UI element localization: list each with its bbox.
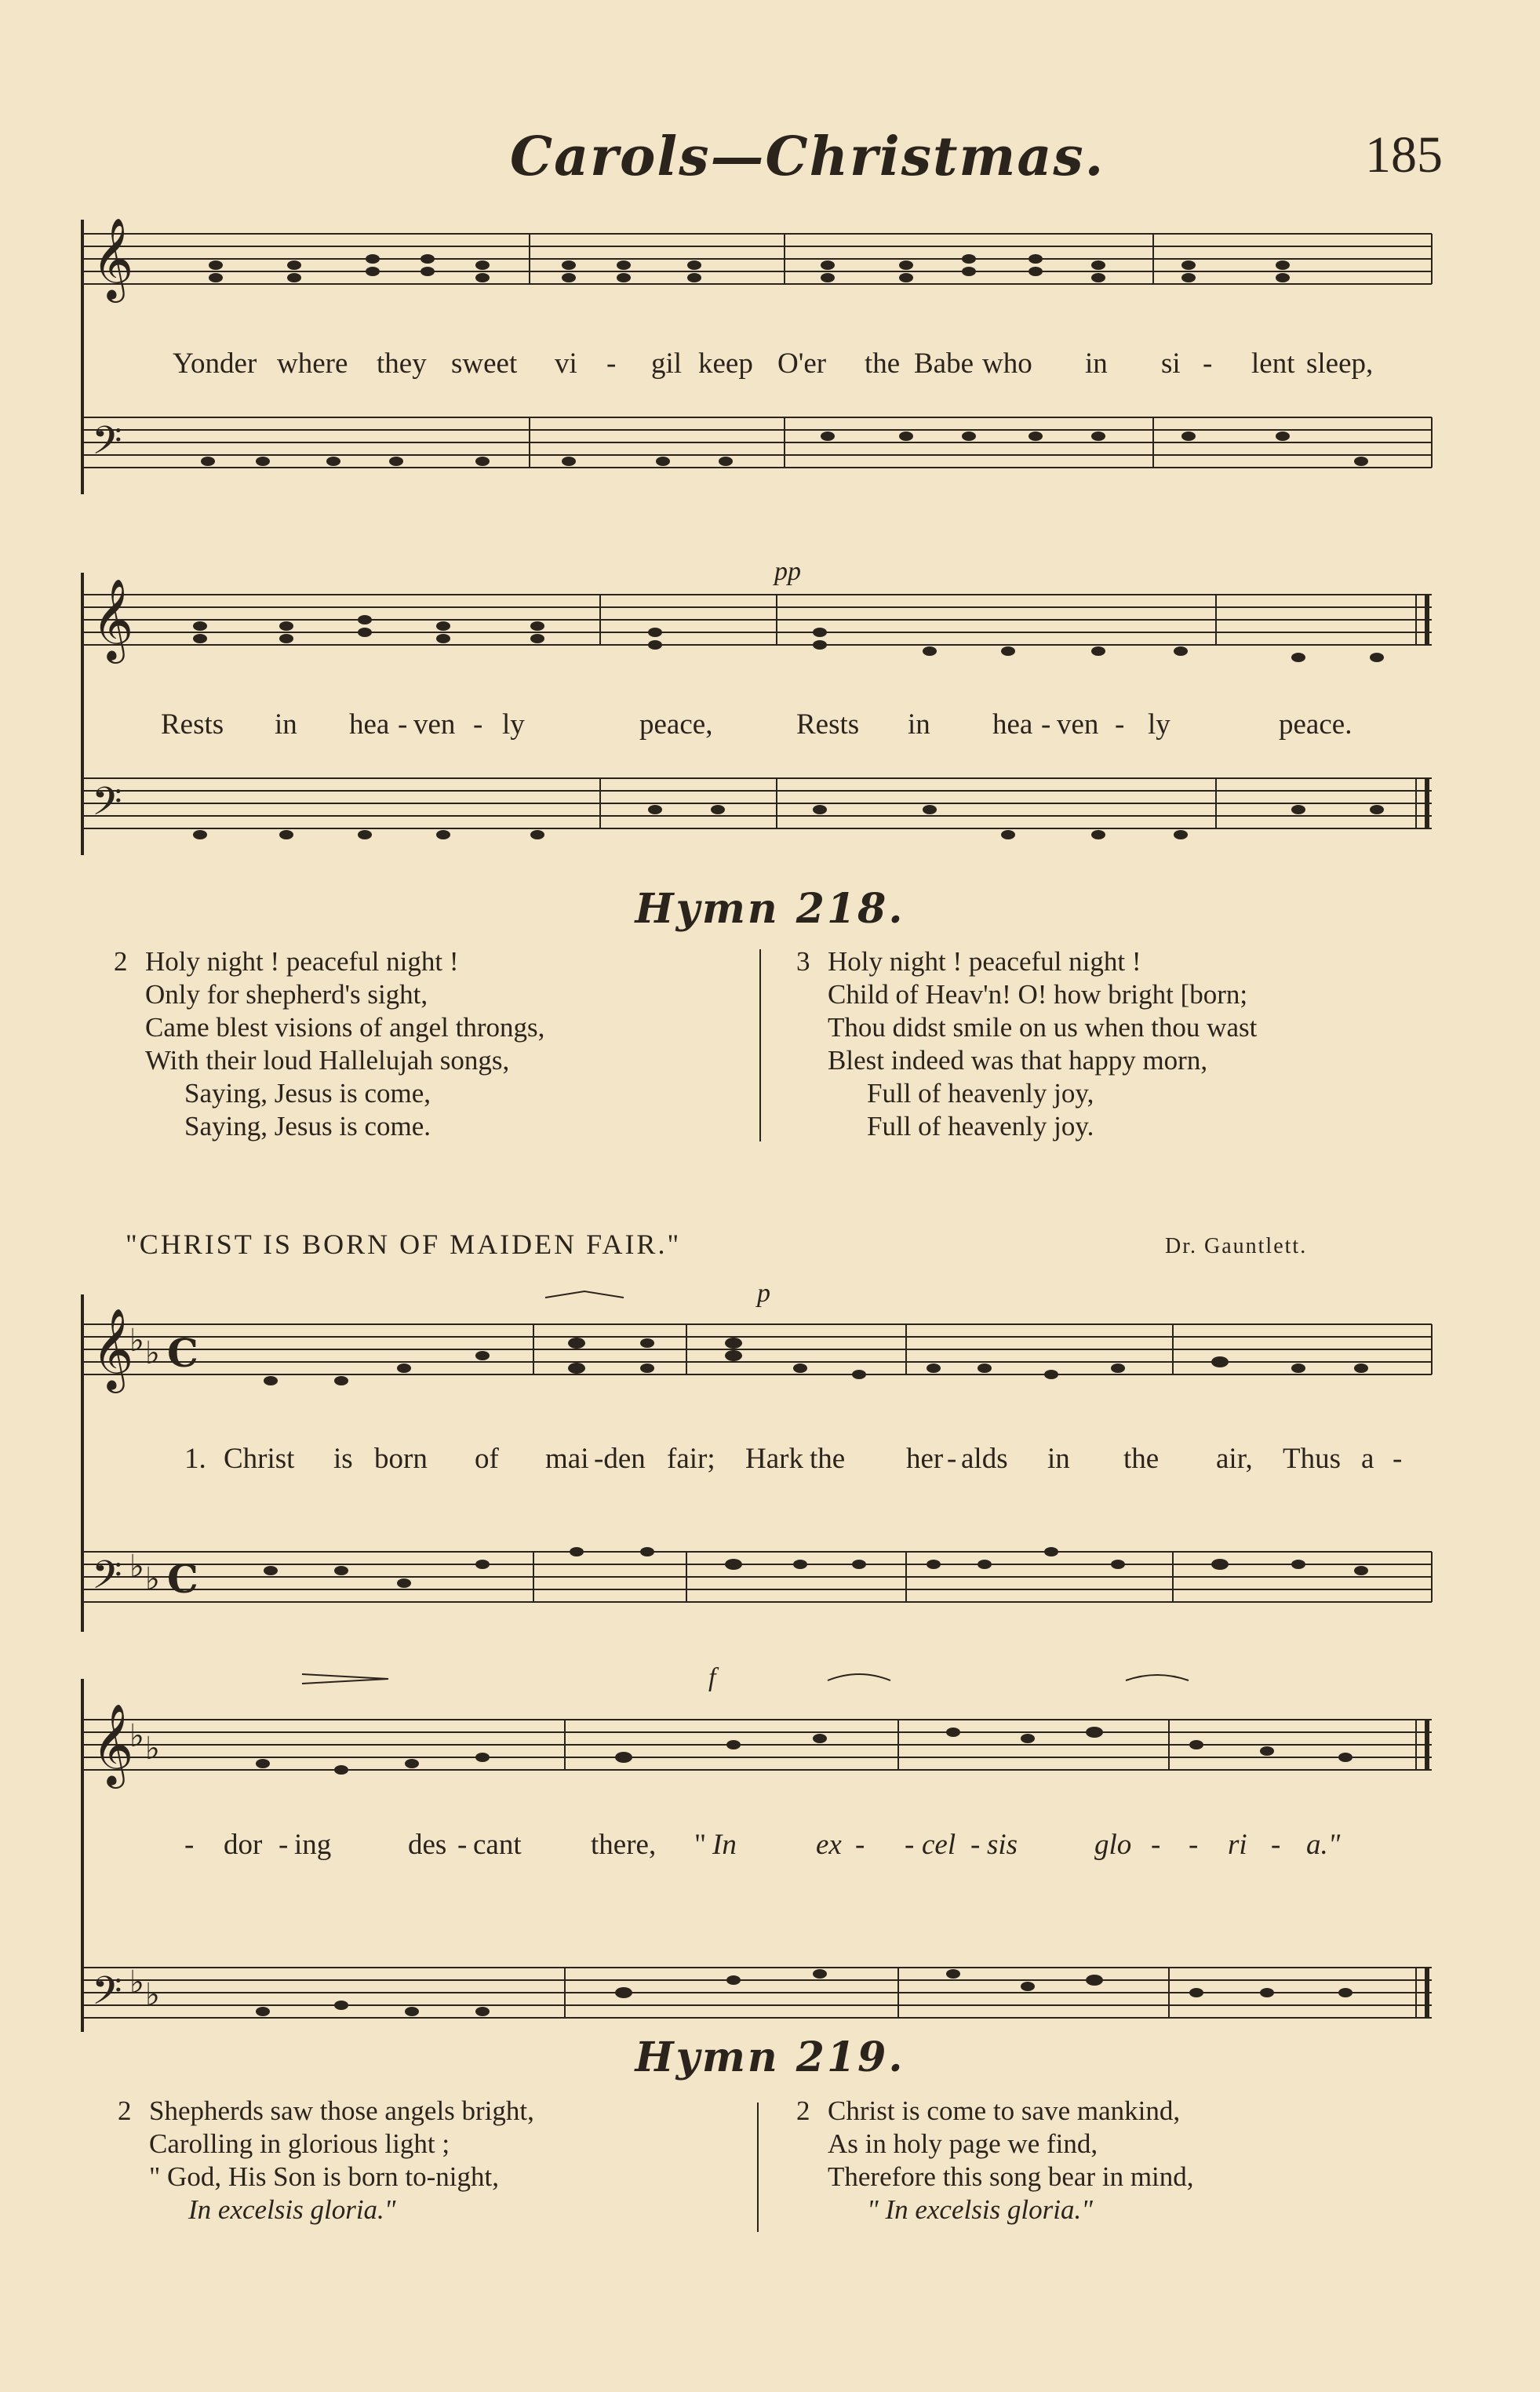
- lyric-word: -: [1271, 1829, 1281, 1861]
- verse-line: " God, His Son is born to-night,: [149, 2161, 499, 2192]
- svg-text:𝄢: 𝄢: [92, 418, 122, 473]
- page-number: 185: [1365, 126, 1443, 184]
- lyric-word: keep: [698, 348, 753, 380]
- verse-line: Came blest visions of angel throngs,: [145, 1012, 545, 1043]
- lyric-word: in: [908, 708, 930, 741]
- lyric-word: born: [374, 1443, 428, 1475]
- lyric-word: gil: [651, 348, 683, 380]
- verse-line: Therefore this song bear in mind,: [828, 2161, 1194, 2192]
- verse-line: As in holy page we find,: [828, 2128, 1098, 2159]
- verse-number: 3: [796, 946, 810, 977]
- lyric-word: a.": [1306, 1829, 1341, 1861]
- svg-text:C: C: [167, 1330, 198, 1376]
- lyric-word: sis: [987, 1829, 1018, 1861]
- lyric-word: Rests: [161, 708, 224, 741]
- lyric-word: where: [277, 348, 348, 380]
- lyric-word: 1.: [184, 1443, 206, 1475]
- lyric-word: alds: [961, 1443, 1008, 1475]
- lyric-word: hea: [992, 708, 1033, 741]
- lyrics-line: [75, 708, 1440, 744]
- lyric-word: ex: [816, 1829, 842, 1861]
- dynamic-marking: f: [708, 1663, 716, 1692]
- lyric-word: si: [1161, 348, 1181, 380]
- verse-line: Child of Heav'n! O! how bright [born;: [828, 979, 1248, 1010]
- tune-title: "CHRIST IS BORN OF MAIDEN FAIR.": [126, 1229, 682, 1260]
- lyric-word: -: [398, 708, 408, 741]
- lyric-word: in: [1047, 1443, 1070, 1475]
- hymn-219-system-1: [75, 1279, 1440, 1655]
- lyric-word: lent: [1251, 348, 1295, 380]
- verse-line: Full of heavenly joy.: [867, 1111, 1094, 1141]
- lyric-word: -: [1189, 1829, 1199, 1861]
- svg-text:♭: ♭: [145, 1731, 160, 1767]
- lyric-word: mai: [545, 1443, 589, 1475]
- svg-text:♭: ♭: [129, 1964, 144, 2001]
- lyric-word: -: [947, 1443, 957, 1475]
- lyric-word: ing: [294, 1829, 332, 1861]
- lyric-word: -: [970, 1829, 981, 1861]
- verse-2: [114, 945, 544, 1143]
- verse-2: [118, 2095, 534, 2226]
- lyric-word: sleep,: [1306, 348, 1374, 380]
- svg-text:♭: ♭: [145, 1561, 160, 1597]
- lyric-word: they: [377, 348, 427, 380]
- lyric-word: Christ: [224, 1443, 295, 1475]
- lyric-word: -: [457, 1829, 468, 1861]
- lyric-word: -: [1203, 348, 1213, 380]
- lyric-word: sweet: [451, 348, 518, 380]
- lyric-word: peace,: [639, 708, 713, 741]
- lyric-word: ven: [413, 708, 456, 741]
- lyric-word: Babe: [914, 348, 974, 380]
- lyric-word: -: [606, 348, 617, 380]
- verse-line: Saying, Jesus is come.: [184, 1111, 431, 1141]
- lyric-word: a: [1361, 1443, 1374, 1475]
- lyric-word: Hark: [745, 1443, 803, 1475]
- lyric-word: the: [865, 348, 901, 380]
- svg-text:𝄞: 𝄞: [92, 578, 134, 661]
- lyric-word: cant: [473, 1829, 522, 1861]
- hymn-219-system-2: [75, 1663, 1440, 2040]
- lyric-word: glo: [1094, 1829, 1132, 1861]
- lyric-word: Yonder: [173, 348, 257, 380]
- lyric-word: -: [905, 1829, 915, 1861]
- svg-text:C: C: [167, 1556, 198, 1602]
- lyric-word: the: [1123, 1443, 1160, 1475]
- verse-number: 2: [796, 2095, 810, 2126]
- lyric-word: hea: [349, 708, 390, 741]
- verse-line: With their loud Hallelujah songs,: [145, 1045, 510, 1076]
- dynamic-marking: p: [757, 1279, 770, 1308]
- lyric-word: peace.: [1279, 708, 1353, 741]
- lyric-word: -: [184, 1829, 195, 1861]
- svg-text:𝄢: 𝄢: [92, 1553, 122, 1607]
- svg-text:♭: ♭: [129, 1718, 144, 1754]
- lyric-word: ven: [1057, 708, 1099, 741]
- svg-text:𝄢: 𝄢: [92, 1968, 122, 2023]
- lyric-word: -: [1393, 1443, 1403, 1475]
- verse-number: 2: [118, 2095, 132, 2126]
- lyric-word: who: [982, 348, 1032, 380]
- verse-line: Only for shepherd's sight,: [145, 979, 428, 1010]
- svg-text:♭: ♭: [129, 1549, 144, 1585]
- svg-text:𝄢: 𝄢: [92, 779, 122, 834]
- verse-line: Shepherds saw those angels bright,: [149, 2095, 534, 2126]
- lyric-word: ly: [502, 708, 525, 741]
- verse-line: Holy night ! peaceful night !: [145, 946, 459, 977]
- lyric-word: of: [475, 1443, 499, 1475]
- lyric-word: -: [473, 708, 483, 741]
- verse-line: Blest indeed was that happy morn,: [828, 1045, 1208, 1076]
- hymn-title: Hymn 218.: [635, 885, 905, 933]
- hymn-title: Hymn 219.: [635, 2033, 905, 2081]
- svg-text:♭: ♭: [145, 1977, 160, 2013]
- verse-line: Full of heavenly joy,: [867, 1078, 1094, 1109]
- running-title: Carols—Christmas.: [510, 126, 1105, 188]
- lyric-word: des: [408, 1829, 447, 1861]
- svg-text:𝄞: 𝄞: [92, 217, 134, 300]
- svg-text:♭: ♭: [129, 1323, 144, 1359]
- hymn-218-system-1: [75, 212, 1440, 526]
- lyric-word: ri: [1228, 1829, 1247, 1861]
- lyrics-line: [75, 1442, 1440, 1478]
- verse-line: Christ is come to save mankind,: [828, 2095, 1181, 2126]
- svg-text:♭: ♭: [145, 1335, 160, 1371]
- verse-line: In excelsis gloria.": [188, 2194, 396, 2225]
- column-divider: [757, 2103, 759, 2232]
- verse-line: Thou didst smile on us when thou wast: [828, 1012, 1258, 1043]
- lyric-word: Rests: [796, 708, 860, 741]
- verse-2-right: [796, 2095, 1194, 2226]
- hymn-218-system-2: [75, 557, 1440, 871]
- column-divider: [759, 949, 761, 1141]
- verse-3: [796, 945, 1257, 1143]
- lyric-word: dor: [224, 1829, 263, 1861]
- verse-line: Saying, Jesus is come,: [184, 1078, 431, 1109]
- lyric-word: is: [333, 1443, 353, 1475]
- lyric-word: fair;: [667, 1443, 715, 1475]
- lyric-word: -: [279, 1829, 289, 1861]
- lyric-word: in: [275, 708, 297, 741]
- lyric-word: -: [855, 1829, 865, 1861]
- lyric-word: ": [694, 1829, 707, 1861]
- lyric-word: Thus: [1283, 1443, 1341, 1475]
- lyric-word: air,: [1216, 1443, 1253, 1475]
- lyric-word: in: [1085, 348, 1108, 380]
- lyric-word: there,: [591, 1829, 657, 1861]
- lyric-word: her: [906, 1443, 944, 1475]
- lyric-word: O'er: [777, 348, 827, 380]
- dynamic-marking: pp: [774, 557, 801, 586]
- svg-text:𝄞: 𝄞: [92, 1308, 134, 1390]
- verse-line: Carolling in glorious light ;: [149, 2128, 450, 2159]
- lyrics-line: [75, 1828, 1440, 1864]
- lyric-word: -: [1041, 708, 1051, 741]
- lyric-word: -: [1115, 708, 1125, 741]
- verse-number: 2: [114, 946, 128, 977]
- lyric-word: ly: [1148, 708, 1170, 741]
- lyric-word: In: [712, 1829, 737, 1861]
- verse-line: " In excelsis gloria.": [867, 2194, 1093, 2225]
- lyrics-line: [75, 347, 1440, 383]
- lyric-word: the: [810, 1443, 846, 1475]
- composer: Dr. Gauntlett.: [1165, 1234, 1308, 1258]
- svg-text:𝄞: 𝄞: [92, 1703, 134, 1786]
- lyric-word: cel: [922, 1829, 956, 1861]
- lyric-word: vi: [555, 348, 577, 380]
- verse-line: Holy night ! peaceful night !: [828, 946, 1141, 977]
- lyric-word: -den: [594, 1443, 646, 1475]
- running-head: [0, 118, 1540, 188]
- lyric-word: -: [1151, 1829, 1161, 1861]
